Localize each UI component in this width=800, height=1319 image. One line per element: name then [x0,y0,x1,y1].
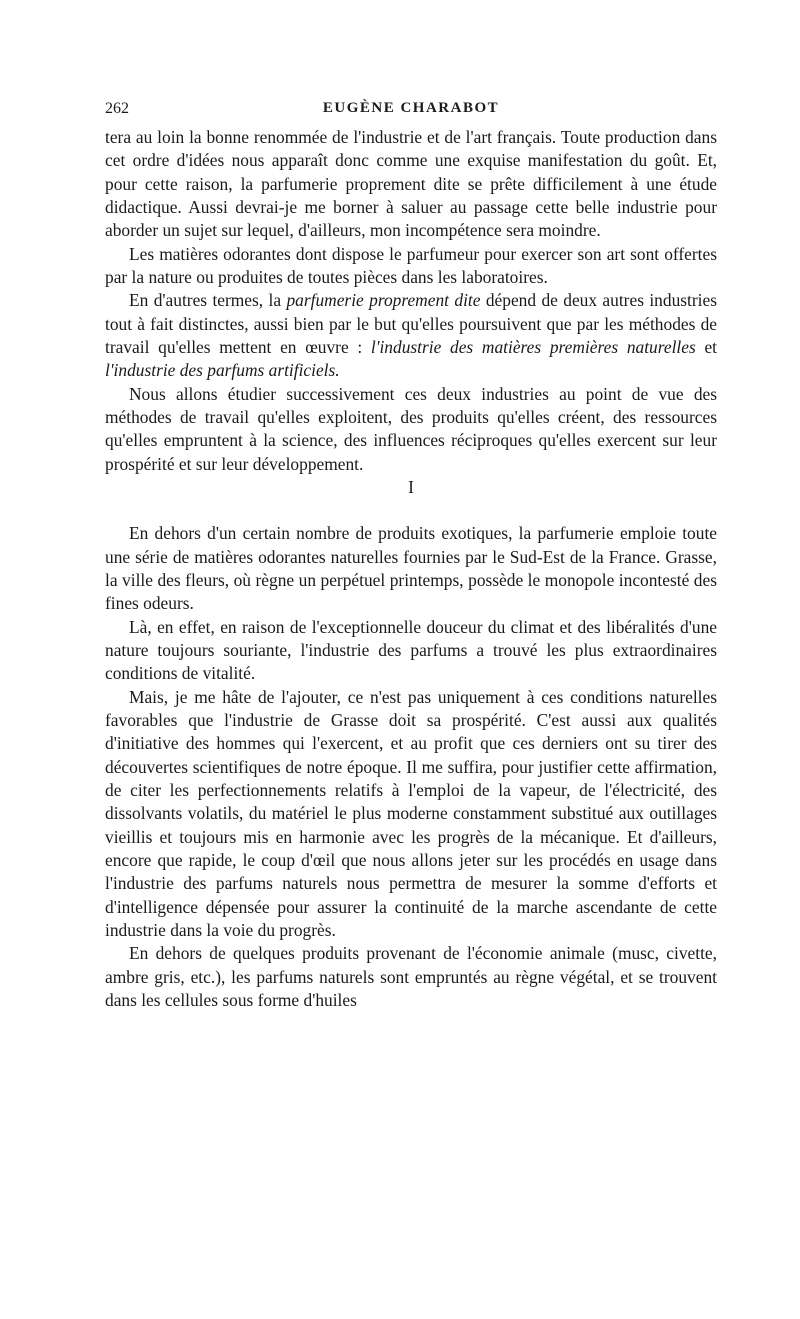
running-head [105,100,717,126]
paragraph-progress: Mais, je me hâte de l'ajouter, ce n'est pas uniquement à ces conditions naturelles favorables que l'industrie de Grasse doit sa prospérité. C'est aussi aux qualités d'initiative des hommes qui l'exercent, et au profit que ces derniers ont su tirer des découvertes scientifiques de notre époque. Il me suffira, pour justifier cette affirmation, de citer les perfectionnements relatifs à l'emploi de la vapeur, de l'électricité, des dissolvants volatils, du matériel le plus moderne constamment substitué aux outillages vieillis et toujours mis en harmonie avec les progrès de la mécanique. Et d'ailleurs, encore que rapide, le coup d'œil que nous allons jeter sur les procédés en usage dans l'industrie des parfums naturels nous permettra de mesurer la somme d'efforts et d'intelligence dépensée pour assurer la continuité de la marche ascendante de cette industrie dans la voie du progrès. [105,686,717,940]
paragraph-grasse: En dehors d'un certain nombre de produits exotiques, la parfumerie emploie toute une série de matières odorantes naturelles fournies par le Sud-Est de la France. Grasse, la ville des fleurs, où règne un perpétuel printemps, possède le monopole incontesté des fines odeurs. [105,523,717,614]
italic-term: l'industrie des parfums artificiels. [105,360,340,381]
paragraph-continuation: tera au loin la bonne renommée de l'industrie et de l'art français. Toute production dans cet ordre d'idées nous apparaît donc comme une exquise manifestation du goût. Et, pour cette raison, la parfumerie proprement dite se prête difficilement à une étude didactique. Aussi devrai-je me borner à saluer au passage cette belle industrie pour aborder un sujet sur lequel, d'ailleurs, mon incompétence sera moindre. [105,127,717,241]
paragraph-two-industries [105,289,717,382]
paragraph-study-plan: Nous allons étudier successivement ces deux industries au point de vue des méthodes de travail qu'elles exploitent, des produits qu'elles créent, des ressources qu'elles empruntent à la science, des influences réciproques qu'elles exercent sur leur prospérité et sur leur développement. [105,383,717,474]
running-title: EUGÈNE CHARABOT [322,100,500,116]
section-heading: I [408,477,414,498]
body-text [105,126,717,1012]
italic-term: parfumerie proprement dite [286,290,481,311]
paragraph-odorant-materials: Les matières odorantes dont dispose le parfumeur pour exercer son art sont offertes par la nature ou produites de toutes pièces dans les laboratoires. [105,243,717,288]
text-run: et [695,337,717,358]
italic-term: l'industrie des matières premières naturelles [370,337,696,358]
paragraph-natural-perfumes: En dehors de quelques produits provenant de l'économie animale (musc, civette, ambre gris, etc.), les parfums naturels sont empruntés au règne végétal, et se trouvent dans les cellules sous forme d'huiles [105,943,717,1011]
text-run: dépend de deux autres industries tout à fait distinctes, aussi bien par le but qu'elles poursuivent que par les méthodes de travail qu'elles mettent en œuvre : [105,290,717,358]
book-page [105,100,717,1012]
paragraph-climate: Là, en effet, en raison de l'exceptionnelle douceur du climat et des libéralités d'une nature toujours souriante, l'industrie des parfums a trouvé les plus extraordinaires conditions de vitalité. [105,616,717,684]
page-number: 262 [105,100,129,117]
text-run: En d'autres termes, la [129,290,287,311]
